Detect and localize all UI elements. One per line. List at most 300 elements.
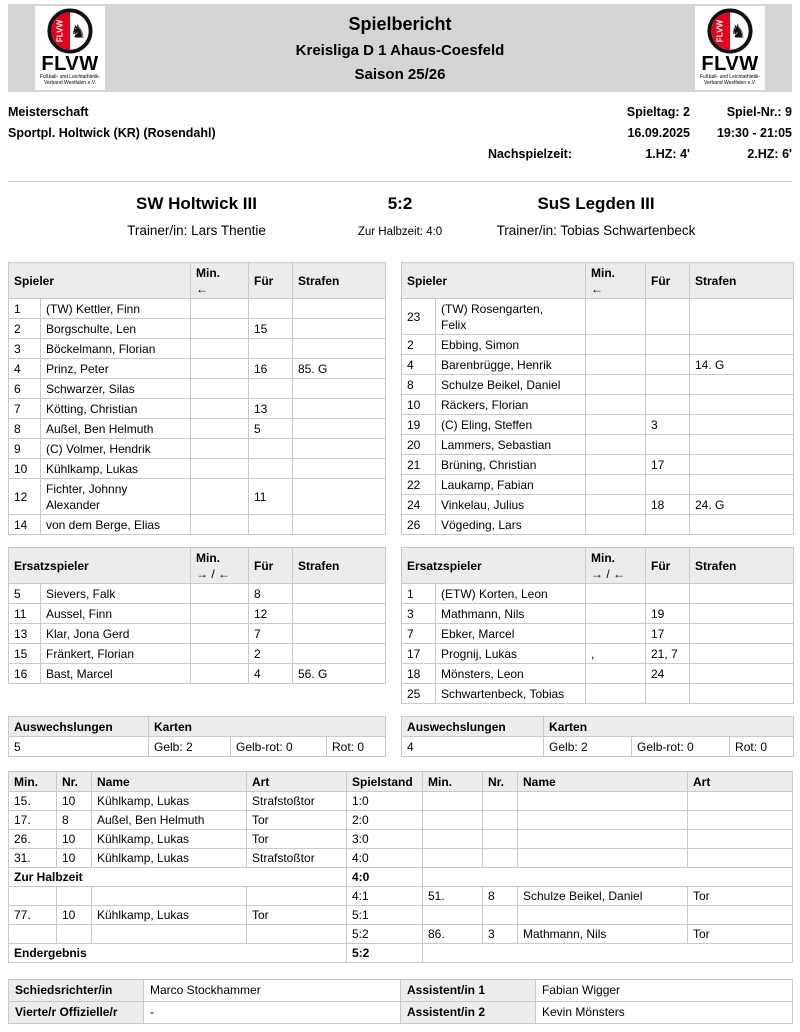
meta-left — [8, 102, 216, 165]
for-cell — [249, 439, 293, 459]
for-cell: 11 — [249, 479, 293, 515]
player-row — [402, 415, 794, 435]
min-cell — [191, 439, 249, 459]
name-header: Name — [518, 772, 688, 792]
min-cell — [586, 584, 646, 604]
name-cell: Klar, Jona Gerd — [41, 624, 191, 644]
name-header: Name — [92, 772, 247, 792]
penalty-cell: 85. G — [293, 359, 386, 379]
nr-cell: 20 — [402, 435, 436, 455]
sub-row — [9, 624, 386, 644]
penalty-cell — [293, 479, 386, 515]
for-cell — [249, 339, 293, 359]
for-cell — [646, 355, 690, 375]
page-title: Spielbericht — [348, 13, 452, 34]
score-cell: 5:2 — [347, 925, 423, 944]
min-cell: 51. — [423, 887, 483, 906]
nr-cell: 10 — [57, 830, 92, 849]
name-cell: Kötting, Christian — [41, 399, 191, 419]
nr-cell: 25 — [402, 684, 436, 704]
goal-row — [9, 849, 793, 868]
nr-cell: 23 — [402, 299, 436, 335]
for-cell — [646, 395, 690, 415]
player-row — [9, 515, 386, 535]
penalty-cell — [690, 335, 794, 355]
player-row — [402, 495, 794, 515]
competition-label: Meisterschaft — [8, 105, 89, 119]
home-lineup-table — [8, 262, 386, 535]
sub-row — [402, 644, 794, 664]
red-cards: Rot: 0 — [730, 737, 794, 757]
min-cell — [586, 335, 646, 355]
for-cell — [646, 299, 690, 335]
player-row — [9, 419, 386, 439]
name-cell: Außel, Ben Helmuth — [41, 419, 191, 439]
nr-cell: 5 — [9, 584, 41, 604]
for-cell — [646, 375, 690, 395]
player-row — [9, 339, 386, 359]
min-cell: , — [586, 644, 646, 664]
penalty-cell: 56. G — [293, 664, 386, 684]
assistant2-label: Assistent/in 2 — [401, 1002, 536, 1024]
min-cell — [191, 644, 249, 664]
type-cell: Tor — [688, 925, 793, 944]
name-cell: Ebbing, Simon — [436, 335, 586, 355]
score-cell: 4:1 — [347, 887, 423, 906]
nr-cell: 6 — [9, 379, 41, 399]
match-number-value: Spiel-Nr.: 9 — [726, 105, 792, 119]
score-cell: 1:0 — [347, 792, 423, 811]
nr-cell: 1 — [9, 299, 41, 319]
min-cell — [191, 459, 249, 479]
goal-row — [9, 887, 793, 906]
for-cell: 7 — [249, 624, 293, 644]
penalty-cell — [293, 399, 386, 419]
penalty-cell — [690, 664, 794, 684]
empty-cell — [423, 868, 793, 887]
name-cell: Mathmann, Nils — [518, 925, 688, 944]
name-cell: Kühlkamp, Lukas — [92, 792, 247, 811]
home-team-name: SW Holtwick III — [136, 194, 257, 213]
nr-cell: 8 — [402, 375, 436, 395]
goals-table — [8, 771, 793, 963]
nr-cell — [57, 925, 92, 944]
name-cell: Vinkelau, Julius — [436, 495, 586, 515]
penalty-cell — [690, 515, 794, 535]
nr-cell: 21 — [402, 455, 436, 475]
min-cell — [586, 415, 646, 435]
red-cards: Rot: 0 — [327, 737, 386, 757]
injury-time-label: Nachspielzeit: — [487, 147, 572, 161]
type-header: Art — [688, 772, 793, 792]
for-cell — [646, 584, 690, 604]
nr-cell — [483, 849, 518, 868]
name-cell: Schulze Beikel, Daniel — [518, 887, 688, 906]
halftime-score: 4:0 — [347, 868, 423, 887]
min-cell — [423, 849, 483, 868]
sub-row — [402, 684, 794, 704]
halftime-label: Zur Halbzeit — [9, 868, 347, 887]
away-subs-table — [401, 547, 794, 704]
player-row — [402, 335, 794, 355]
nr-cell: 1 — [402, 584, 436, 604]
name-cell: Außel, Ben Helmuth — [92, 811, 247, 830]
min-cell — [586, 684, 646, 704]
cards-header: Karten — [544, 717, 794, 737]
name-cell: Vögeding, Lars — [436, 515, 586, 535]
halftime-score: Zur Halbzeit: 4:0 — [357, 226, 443, 238]
min-cell: 15. — [9, 792, 57, 811]
venue-label: Sportpl. Holtwick (KR) (Rosendahl) — [8, 126, 216, 140]
name-cell: Laukamp, Fabian — [436, 475, 586, 495]
assistant1-label: Assistent/in 1 — [401, 980, 536, 1002]
nr-cell — [483, 830, 518, 849]
name-cell: (C) Eling, Steffen — [436, 415, 586, 435]
type-header: Art — [247, 772, 347, 792]
player-row — [402, 299, 794, 335]
name-cell: Prinz, Peter — [41, 359, 191, 379]
sub-row — [9, 584, 386, 604]
type-cell: Tor — [247, 811, 347, 830]
type-cell — [247, 925, 347, 944]
sub-row — [9, 664, 386, 684]
type-cell — [688, 906, 793, 925]
name-cell — [518, 830, 688, 849]
injury-time-2: 2.HZ: 6' — [747, 147, 792, 161]
header-row — [9, 772, 793, 792]
nr-cell: 14 — [9, 515, 41, 535]
name-cell: Kühlkamp, Lukas — [92, 906, 247, 925]
officials-table — [8, 979, 793, 1024]
min-cell — [191, 359, 249, 379]
type-cell — [688, 830, 793, 849]
fulltime-label: Endergebnis — [9, 944, 347, 963]
for-cell — [646, 335, 690, 355]
min-cell — [9, 887, 57, 906]
for-header: Für — [249, 263, 293, 299]
for-cell — [249, 459, 293, 479]
min-header: Min. — [9, 772, 57, 792]
min-cell — [423, 811, 483, 830]
score-cell: 5:1 — [347, 906, 423, 925]
nr-cell: 13 — [9, 624, 41, 644]
subs-header: Ersatzspieler — [402, 548, 586, 584]
player-row — [9, 479, 386, 515]
penalty-cell — [293, 604, 386, 624]
nr-cell: 10 — [57, 906, 92, 925]
substitution-summary — [8, 716, 792, 757]
name-cell: Fichter, Johnny Alexander — [41, 479, 191, 515]
type-cell: Tor — [688, 887, 793, 906]
min-cell — [586, 475, 646, 495]
penalty-cell — [690, 584, 794, 604]
name-cell: (ETW) Korten, Leon — [436, 584, 586, 604]
name-cell: Schwarzer, Silas — [41, 379, 191, 399]
sub-row — [402, 624, 794, 644]
nr-cell: 10 — [9, 459, 41, 479]
min-cell — [586, 604, 646, 624]
type-cell: Strafstoßtor — [247, 792, 347, 811]
min-cell — [191, 624, 249, 644]
min-header: Min. → / ← — [586, 548, 646, 584]
nr-cell — [57, 887, 92, 906]
nr-cell: 2 — [9, 319, 41, 339]
for-header: Für — [249, 548, 293, 584]
player-row — [9, 299, 386, 319]
for-cell: 4 — [249, 664, 293, 684]
cards-header: Karten — [149, 717, 386, 737]
in-out-arrow-icon: → / ← — [196, 566, 231, 581]
for-cell: 5 — [249, 419, 293, 439]
meta-right — [488, 102, 792, 165]
type-cell — [247, 887, 347, 906]
players-header: Spieler — [9, 263, 191, 299]
name-cell: Barenbrügge, Henrik — [436, 355, 586, 375]
min-cell — [586, 355, 646, 375]
min-cell: 26. — [9, 830, 57, 849]
horse-icon: ♞ — [729, 21, 747, 43]
min-cell — [586, 375, 646, 395]
name-cell: Lammers, Sebastian — [436, 435, 586, 455]
away-substitutions-table — [401, 716, 794, 757]
name-cell: Mönsters, Leon — [436, 664, 586, 684]
min-header: Min. → / ← — [191, 548, 249, 584]
min-cell — [191, 339, 249, 359]
player-row — [9, 319, 386, 339]
name-cell: Prognij, Lukas — [436, 644, 586, 664]
nr-cell: 10 — [57, 792, 92, 811]
for-cell: 15 — [249, 319, 293, 339]
nr-cell: 22 — [402, 475, 436, 495]
penalty-cell: 24. G — [690, 495, 794, 515]
home-subs-table — [8, 547, 386, 684]
league-title: Kreisliga D 1 Ahaus-Coesfeld — [295, 41, 505, 59]
player-row — [402, 375, 794, 395]
nr-cell: 4 — [402, 355, 436, 375]
substitutions-header: Auswechslungen — [402, 717, 544, 737]
penalty-cell — [293, 319, 386, 339]
yellow-red-cards: Gelb-rot: 0 — [632, 737, 730, 757]
penalty-cell — [690, 624, 794, 644]
penalty-cell — [690, 455, 794, 475]
player-row — [402, 475, 794, 495]
for-cell: 2 — [249, 644, 293, 664]
name-cell — [518, 906, 688, 925]
nr-cell: 12 — [9, 479, 41, 515]
score-cell: 3:0 — [347, 830, 423, 849]
sub-row — [9, 644, 386, 664]
matchday-value: Spieltag: 2 — [626, 105, 690, 119]
goal-row — [9, 811, 793, 830]
fourth-official-label: Vierte/r Offizielle/r — [9, 1002, 144, 1024]
referee-label: Schiedsrichter/in — [9, 980, 144, 1002]
penalty-cell — [690, 299, 794, 335]
for-cell — [249, 515, 293, 535]
out-arrow-icon: ← — [196, 281, 208, 296]
player-row — [402, 395, 794, 415]
penalty-cell — [690, 395, 794, 415]
logo-org-text: Fußball- und Leichtathletik-Verband Westfalen e.V. — [699, 74, 761, 87]
section-divider — [8, 181, 792, 182]
sub-row — [402, 604, 794, 624]
final-score: 5:2 — [387, 194, 413, 213]
yellow-cards: Gelb: 2 — [149, 737, 231, 757]
goal-row — [9, 830, 793, 849]
in-out-arrow-icon: → / ← — [591, 566, 626, 581]
home-coach: Trainer/in: Lars Thentie — [127, 223, 266, 238]
substitute-tables — [8, 547, 792, 704]
match-meta — [8, 102, 792, 165]
header-row — [9, 717, 386, 737]
player-row — [402, 355, 794, 375]
logo-acronym: FLVW — [701, 53, 759, 75]
penalties-header: Strafen — [690, 548, 794, 584]
name-cell — [518, 849, 688, 868]
name-cell — [92, 887, 247, 906]
penalty-cell — [690, 684, 794, 704]
nr-cell — [483, 906, 518, 925]
min-cell — [191, 419, 249, 439]
header-row — [402, 548, 794, 584]
min-cell — [423, 830, 483, 849]
for-cell — [646, 515, 690, 535]
penalty-cell — [690, 644, 794, 664]
nr-cell — [483, 811, 518, 830]
nr-cell: 7 — [9, 399, 41, 419]
min-cell — [586, 435, 646, 455]
min-cell: 77. — [9, 906, 57, 925]
away-team-name: SuS Legden III — [537, 194, 655, 213]
goal-row — [9, 925, 793, 944]
penalty-cell — [293, 515, 386, 535]
name-cell: (C) Volmer, Hendrik — [41, 439, 191, 459]
name-cell: Fränkert, Florian — [41, 644, 191, 664]
name-cell: Kühlkamp, Lukas — [92, 849, 247, 868]
for-header: Für — [646, 263, 690, 299]
min-cell — [423, 792, 483, 811]
for-cell: 18 — [646, 495, 690, 515]
officials-row — [9, 980, 793, 1002]
penalty-cell — [690, 375, 794, 395]
name-cell: (TW) Rosengarten, Felix — [436, 299, 586, 335]
penalty-cell — [293, 624, 386, 644]
penalty-cell: 14. G — [690, 355, 794, 375]
lineup-tables — [8, 262, 792, 535]
svg-text:FLVW: FLVW — [55, 19, 65, 43]
nr-cell: 11 — [9, 604, 41, 624]
referee-name: Marco Stockhammer — [144, 980, 401, 1002]
nr-header: Nr. — [57, 772, 92, 792]
header-row — [402, 717, 794, 737]
substitution-count: 5 — [9, 737, 149, 757]
penalty-cell — [293, 459, 386, 479]
logo-org-text: Fußball- und Leichtathletik-Verband Westfalen e.V. — [39, 74, 101, 87]
name-cell: (TW) Kettler, Finn — [41, 299, 191, 319]
min-cell — [9, 925, 57, 944]
injury-time-1: 1.HZ: 4' — [645, 147, 690, 161]
nr-cell: 15 — [9, 644, 41, 664]
penalty-cell — [690, 475, 794, 495]
type-cell: Strafstoßtor — [247, 849, 347, 868]
min-header: Min. — [423, 772, 483, 792]
min-cell — [586, 299, 646, 335]
for-cell: 8 — [249, 584, 293, 604]
min-cell — [586, 495, 646, 515]
name-cell: von dem Berge, Elias — [41, 515, 191, 535]
name-cell: Mathmann, Nils — [436, 604, 586, 624]
report-titles — [105, 14, 695, 83]
type-cell — [688, 811, 793, 830]
name-cell: Aussel, Finn — [41, 604, 191, 624]
penalty-cell — [293, 339, 386, 359]
yellow-red-cards: Gelb-rot: 0 — [231, 737, 327, 757]
min-cell — [423, 906, 483, 925]
nr-header: Nr. — [483, 772, 518, 792]
substitution-count: 4 — [402, 737, 544, 757]
for-cell: 12 — [249, 604, 293, 624]
nr-cell: 7 — [402, 624, 436, 644]
min-cell: 17. — [9, 811, 57, 830]
penalty-cell — [690, 415, 794, 435]
penalties-header: Strafen — [690, 263, 794, 299]
nr-cell: 4 — [9, 359, 41, 379]
nr-cell: 17 — [402, 644, 436, 664]
nr-cell: 8 — [9, 419, 41, 439]
flvw-emblem-icon — [47, 8, 93, 54]
penalties-header: Strafen — [293, 263, 386, 299]
svg-text:FLVW: FLVW — [715, 19, 725, 43]
penalty-cell — [293, 379, 386, 399]
logo-acronym: FLVW — [41, 53, 99, 75]
summary-row — [402, 737, 794, 757]
flvw-emblem-icon — [707, 8, 753, 54]
min-cell — [191, 319, 249, 339]
sub-row — [9, 604, 386, 624]
scoreboard — [8, 194, 792, 238]
nr-cell: 9 — [9, 439, 41, 459]
for-cell — [646, 475, 690, 495]
score-cell: 4:0 — [347, 849, 423, 868]
for-header: Für — [646, 548, 690, 584]
name-cell — [518, 811, 688, 830]
header-row — [402, 263, 794, 299]
subs-header: Ersatzspieler — [9, 548, 191, 584]
goal-row — [9, 906, 793, 925]
player-row — [9, 399, 386, 419]
min-header: Min. ← — [586, 263, 646, 299]
home-substitutions-table — [8, 716, 386, 757]
player-row — [9, 359, 386, 379]
min-cell — [191, 584, 249, 604]
player-row — [402, 435, 794, 455]
away-team-block — [400, 194, 792, 238]
substitutions-header: Auswechslungen — [9, 717, 149, 737]
nr-cell: 10 — [57, 849, 92, 868]
for-cell: 21, 7 — [646, 644, 690, 664]
halftime-row — [9, 868, 793, 887]
nr-cell: 16 — [9, 664, 41, 684]
home-team-block — [8, 194, 385, 238]
min-cell — [586, 455, 646, 475]
penalty-cell — [293, 439, 386, 459]
for-cell — [646, 684, 690, 704]
nr-cell: 8 — [57, 811, 92, 830]
penalty-cell — [293, 584, 386, 604]
type-cell: Tor — [247, 830, 347, 849]
penalty-cell — [690, 435, 794, 455]
min-cell — [191, 399, 249, 419]
penalty-cell — [690, 604, 794, 624]
